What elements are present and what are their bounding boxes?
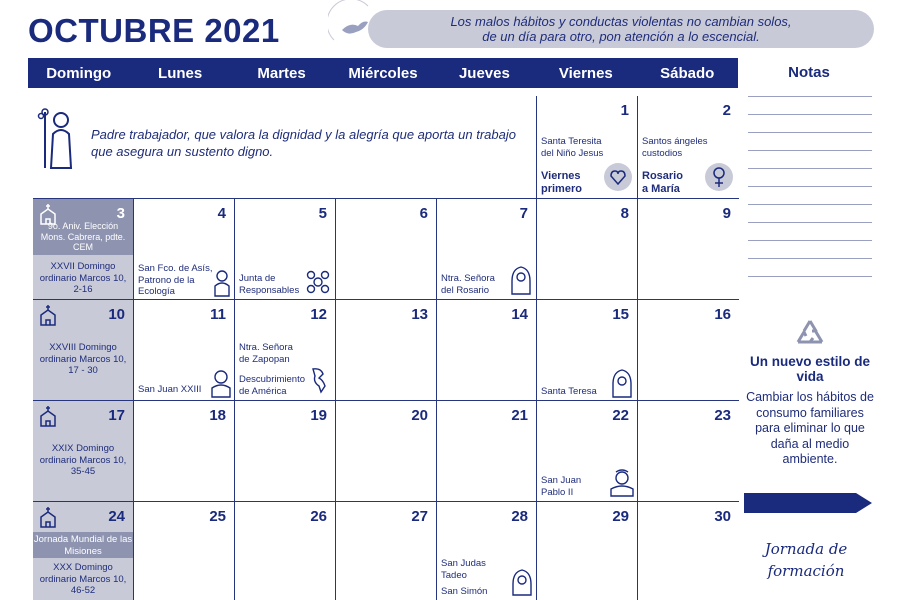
day-number: 3 — [116, 205, 125, 222]
day-cell-14[interactable] — [437, 300, 537, 401]
intro-text: Padre trabajador, que valora la dignidad y la alegría que aporta un trabajo que asegura un sustento digno. — [91, 127, 516, 159]
day-cell-8[interactable] — [537, 199, 638, 300]
day-cell-16[interactable] — [638, 300, 739, 401]
quote-line-1: Los malos hábitos y conductas violentas no cambian solos, — [450, 14, 792, 29]
weekday-thursday: Jueves — [458, 64, 510, 82]
sunday-reading: XXVIII Domingo ordinario Marcos 10, 17 - 30 — [39, 342, 127, 376]
day-number: 7 — [519, 205, 528, 222]
day-saint: Ntra. Señora del Rosario — [441, 273, 495, 296]
church-icon — [38, 506, 58, 528]
day-cell-18[interactable] — [134, 401, 235, 502]
day-number: 9 — [722, 205, 731, 222]
sunday-highlight — [33, 199, 133, 255]
quote-line-2: de un día para otro, pon atención a lo escencial. — [482, 29, 760, 44]
day-saint: Santos ángeles custodios — [642, 136, 708, 159]
day-cell-3[interactable] — [33, 199, 134, 300]
day-saint-2: San Simón — [441, 586, 488, 597]
day-number: 26 — [310, 508, 327, 525]
day-saint: Ntra. Señora de Zapopan — [239, 342, 293, 365]
day-cell-2[interactable] — [638, 96, 739, 199]
lifestyle-title: Un nuevo estilo de vida — [749, 354, 871, 384]
day-cell-23[interactable] — [638, 401, 739, 502]
weekday-friday: Viernes — [558, 64, 613, 82]
day-cell-15[interactable] — [537, 300, 638, 401]
day-number: 29 — [612, 508, 629, 525]
quote-banner — [368, 10, 874, 48]
day-cell-4[interactable] — [134, 199, 235, 300]
day-cell-7[interactable] — [437, 199, 537, 300]
weekday-header — [28, 58, 738, 88]
day-number: 24 — [108, 508, 125, 525]
day-number: 4 — [217, 205, 226, 222]
arrow-banner-icon — [744, 491, 874, 515]
day-cell-12[interactable] — [235, 300, 336, 401]
rosary-icon — [704, 162, 734, 192]
day-number: 15 — [612, 306, 629, 323]
day-number: 11 — [210, 306, 226, 323]
day-cell-30[interactable] — [638, 502, 739, 600]
day-cell-6[interactable] — [336, 199, 437, 300]
day-event: Viernes primero — [541, 170, 582, 195]
saint-john-xxiii-icon — [210, 368, 232, 398]
saint-joseph-icon — [37, 106, 81, 172]
day-saint: San Judas Tadeo — [441, 558, 486, 581]
notes-lines[interactable] — [748, 96, 872, 294]
day-number: 13 — [411, 306, 428, 323]
day-cell-20[interactable] — [336, 401, 437, 502]
day-saint: Santa Teresita del Niño Jesus — [541, 136, 604, 159]
day-cell-5[interactable] — [235, 199, 336, 300]
sunday-event: Jornada Mundial de las Misiones — [33, 534, 133, 557]
formation-title: Jornada de formación — [764, 540, 848, 580]
day-cell-27[interactable] — [336, 502, 437, 600]
day-number: 21 — [511, 407, 528, 424]
day-saint: San Fco. de Asís, Patrono de la Ecología — [138, 263, 213, 297]
lifestyle-text: Cambiar los hábitos de consumo familiares para eliminar lo que daña al medio ambiente. — [746, 390, 874, 466]
day-number: 27 — [411, 508, 428, 525]
weekday-monday: Lunes — [158, 64, 203, 82]
day-saint: Junta de Responsables — [239, 273, 300, 296]
weekday-saturday: Sábado — [660, 64, 715, 82]
day-number: 8 — [620, 205, 629, 222]
day-number: 10 — [108, 306, 125, 323]
weekday-wednesday: Miércoles — [348, 64, 418, 82]
day-saint: San Juan XXIII — [138, 384, 202, 395]
day-cell-28[interactable] — [437, 502, 537, 600]
day-number: 28 — [511, 508, 528, 525]
day-number: 18 — [209, 407, 226, 424]
day-event: Rosario a María — [642, 170, 683, 195]
sunday-event: 9o. Aniv. Elección Mons. Cabrera, pdte. CEM — [40, 221, 126, 252]
day-saint: San Juan Pablo II — [541, 475, 582, 498]
weekday-sunday: Domingo — [46, 64, 112, 82]
day-number: 16 — [714, 306, 731, 323]
day-cell-24[interactable] — [33, 502, 134, 600]
day-cell-25[interactable] — [134, 502, 235, 600]
saint-teresa-icon — [611, 368, 633, 398]
day-cell-29[interactable] — [537, 502, 638, 600]
day-number: 20 — [411, 407, 428, 424]
day-cell-21[interactable] — [437, 401, 537, 502]
saint-francis-icon — [212, 269, 232, 297]
recycle-icon — [794, 318, 826, 348]
saint-john-paul-ii-icon — [609, 467, 635, 497]
sunday-reading: XXIX Domingo ordinario Marcos 10, 35-45 — [39, 443, 127, 477]
day-cell-9[interactable] — [638, 199, 739, 300]
america-map-icon — [307, 366, 333, 394]
day-number: 6 — [419, 205, 428, 222]
day-number: 22 — [612, 407, 629, 424]
notes-title: Notas — [788, 64, 830, 81]
day-number: 30 — [714, 508, 731, 525]
saint-jude-icon — [511, 568, 533, 596]
day-cell-10[interactable] — [33, 300, 134, 401]
day-cell-1[interactable] — [537, 96, 638, 199]
day-number: 25 — [209, 508, 226, 525]
intro-block — [33, 96, 537, 199]
day-cell-13[interactable] — [336, 300, 437, 401]
day-number: 17 — [108, 407, 125, 424]
church-icon — [38, 304, 58, 326]
day-event: Descubrimiento de América — [239, 374, 305, 397]
day-number: 1 — [620, 102, 629, 119]
virgin-mary-icon — [509, 265, 533, 295]
sunday-header — [33, 502, 133, 558]
day-number: 23 — [714, 407, 731, 424]
sunday-reading: XXVII Domingo ordinario Marcos 10, 2-16 — [39, 261, 127, 295]
day-cell-26[interactable] — [235, 502, 336, 600]
day-cell-11[interactable] — [134, 300, 235, 401]
day-number: 2 — [722, 102, 731, 119]
day-cell-17[interactable] — [33, 401, 134, 502]
meeting-group-icon — [303, 267, 333, 297]
day-cell-22[interactable] — [537, 401, 638, 502]
day-saint: Santa Teresa — [541, 386, 597, 397]
day-number: 14 — [511, 306, 528, 323]
sunday-reading: XXX Domingo ordinario Marcos 10, 46-52 — [39, 562, 127, 596]
day-number: 5 — [318, 205, 327, 222]
sacred-heart-icon — [603, 162, 633, 192]
page-title: OCTUBRE 2021 — [28, 12, 280, 49]
day-number: 12 — [310, 306, 327, 323]
weekday-tuesday: Martes — [257, 64, 306, 82]
church-icon — [38, 405, 58, 427]
day-cell-19[interactable] — [235, 401, 336, 502]
day-number: 19 — [310, 407, 327, 424]
